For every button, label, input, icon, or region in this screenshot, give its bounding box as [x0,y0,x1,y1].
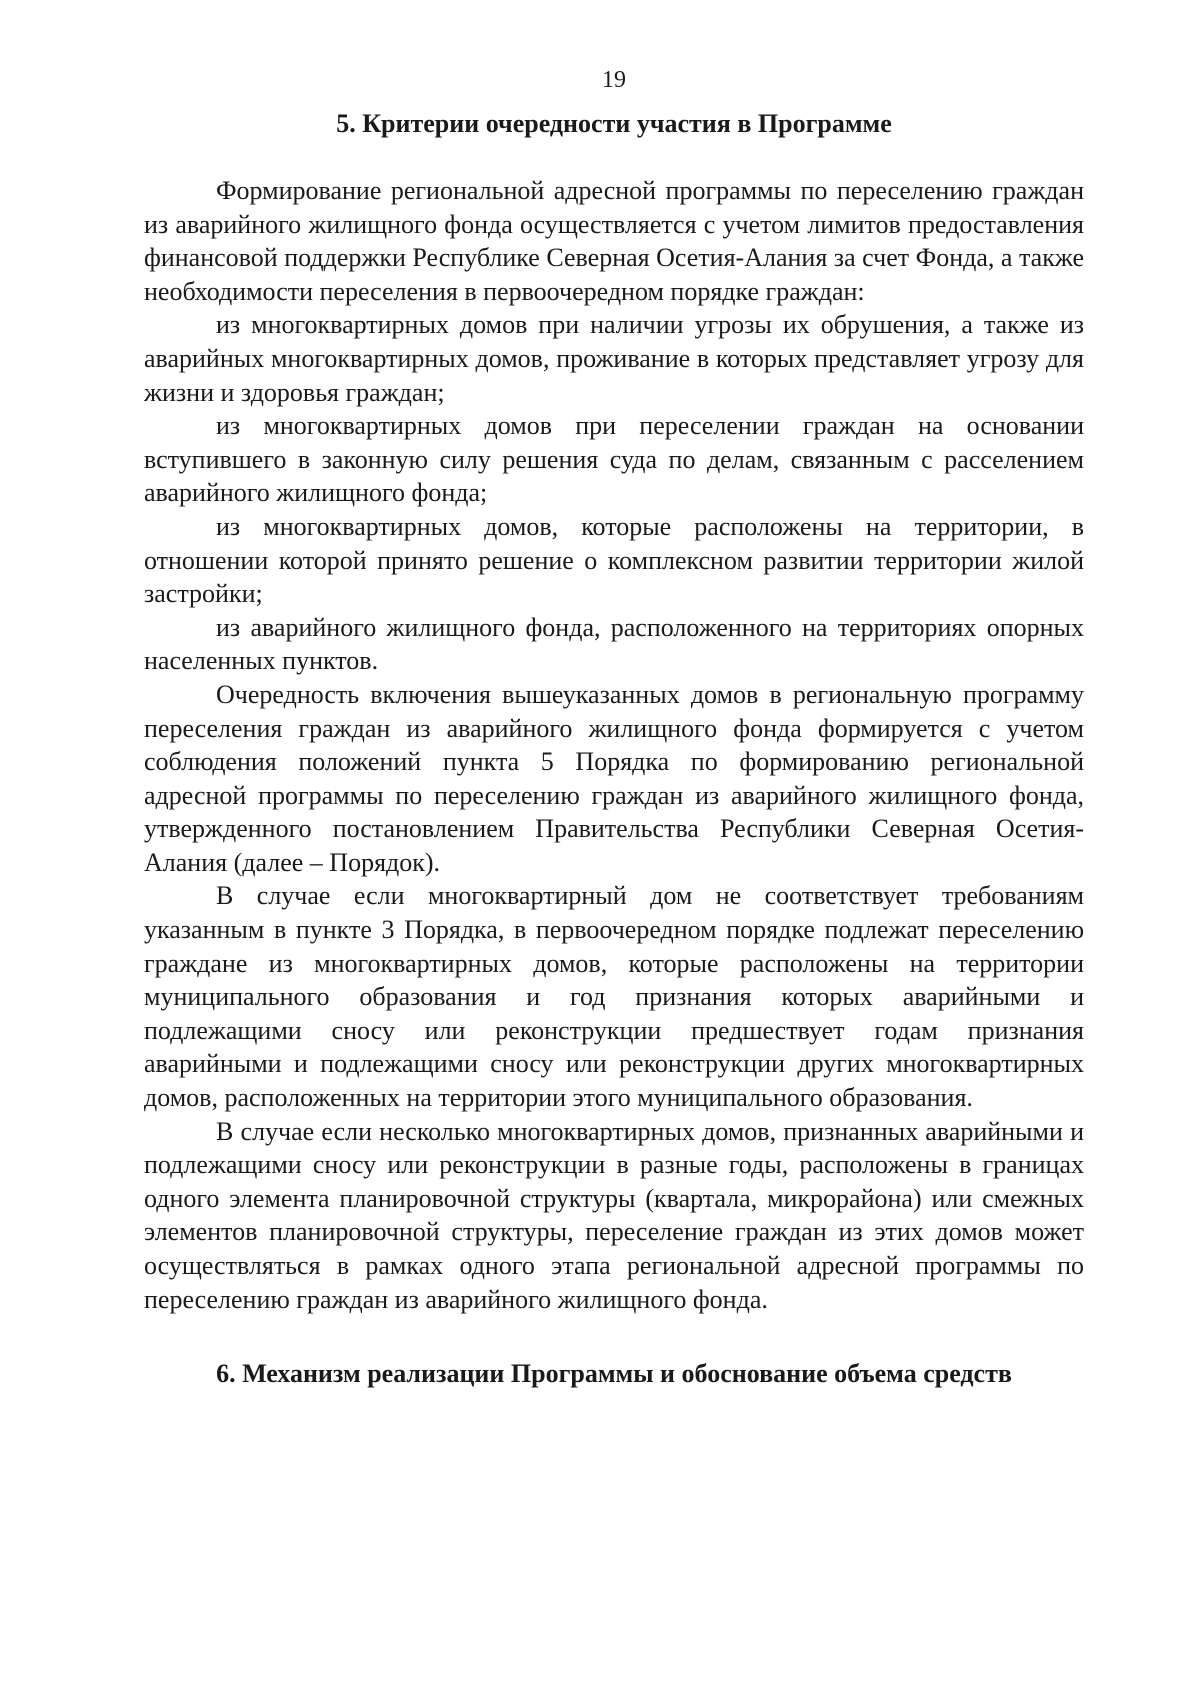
paragraph-criterion-settlements: из аварийного жилищного фонда, расположенного на территориях опорных населенных пунктов. [144,612,1084,676]
paragraph-criterion-development: из многоквартирных домов, которые расположены на территории, в отношении которой принято решение о комплексном развитии территории жилой застройки; [144,511,1084,609]
paragraph-noncompliance: В случае если многоквартирный дом не соответствует требованиям указанным в пункте 3 Порядка, в первоочередном порядке подлежат переселению граждане из многоквартирных домов, которые расположены на территории муниципального образования и год признания которых аварийными и подлежащими сносу или реконструкции предшествует годам признания аварийными и подлежащими сносу или реконструкции других многоквартирных домов, расположенных на территории этого муниципального образования. [144,881,1084,1113]
paragraph-intro: Формирование региональной адресной программы по переселению граждан из аварийного жилищного фонда осуществляется с учетом лимитов предоставления финансовой поддержки Республике Северная Осетия-Алания за счет Фонда, а также необходимости переселения в первоочередном порядке граждан: [144,176,1084,306]
paragraph-multiple-houses: В случае если несколько многоквартирных домов, признанных аварийными и подлежащими сносу или реконструкции в разные годы, расположены в границах одного элемента планировочной структуры (квартала, микрорайона) или смежных элементов планировочной структуры, переселение граждан из этих домов может осуществляться в рамках одного этапа региональной адресной программы по переселению граждан из аварийного жилищного фонда. [144,1116,1084,1314]
page-number: 19 [602,67,626,93]
paragraph-criterion-collapse: из многоквартирных домов при наличии угрозы их обрушения, а также из аварийных многоквартирных домов, проживание в которых представляет угрозу для жизни и здоровья граждан; [144,310,1084,407]
paragraph-criterion-court: из многоквартирных домов при переселении граждан на основании вступившего в законную силу решения суда по делам, связанным с расселением аварийного жилищного фонда; [144,411,1084,508]
section-5-title: 5. Критерии очередности участия в Программе [336,109,892,138]
section-6-title: 6. Механизм реализации Программы и обоснование объема средств [216,1359,1012,1389]
paragraph-order: Очередность включения вышеуказанных домов в региональную программу переселения граждан из аварийного жилищного фонда формируется с учетом соблюдения положений пункта 5 Порядка по формированию региональной адресной программы по переселению граждан из аварийного жилищного фонда, утвержденного постановлением Правительства Республики Северная Осетия-Алания (далее – Порядок). [144,679,1084,877]
document-page [144,66,1084,1424]
